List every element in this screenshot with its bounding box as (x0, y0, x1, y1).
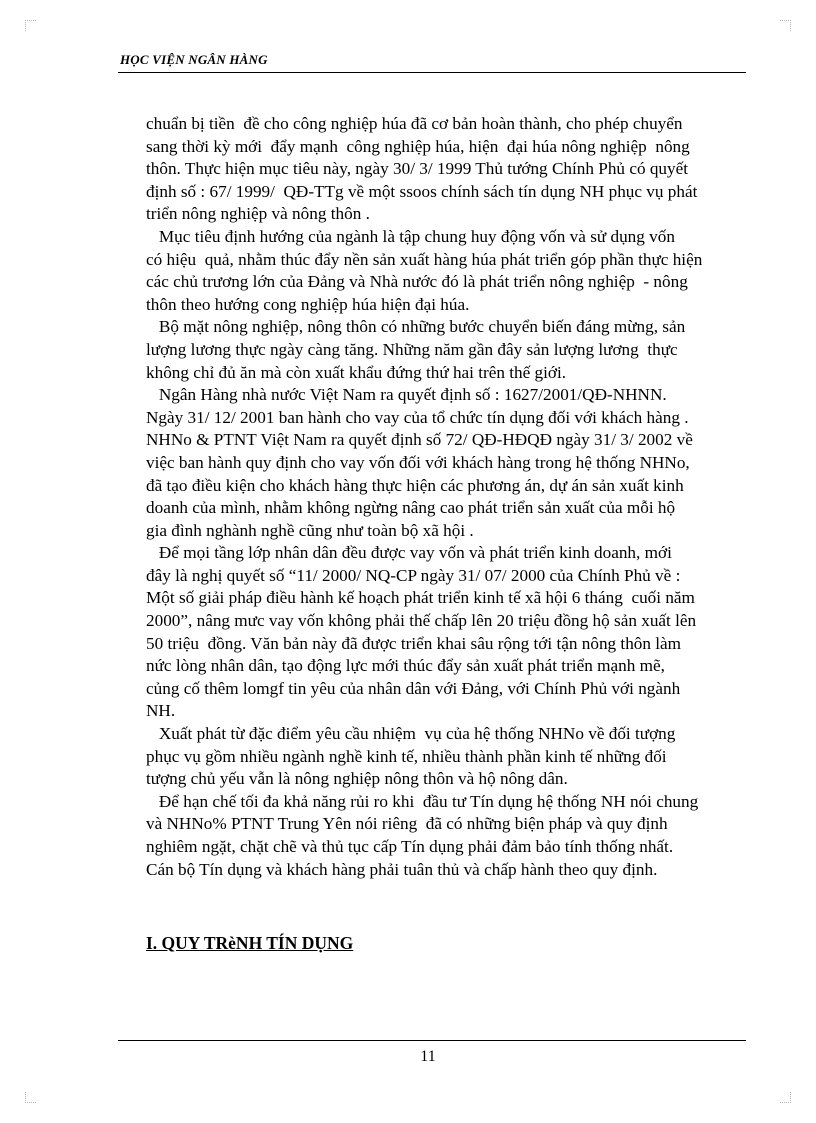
crop-mark-top-left (25, 20, 36, 31)
text-line: và NHNo% PTNT Trung Yên nói riêng đã có những biện pháp và quy định (146, 814, 668, 834)
text-line: Cán bộ Tín dụng và khách hàng phải tuân thủ và chấp hành theo quy định. (146, 859, 658, 879)
text-line: gia đình nghành nghề cũng như toàn bộ xã hội . (146, 520, 474, 540)
text-line: triển nông nghiệp và nông thôn . (146, 204, 370, 224)
text-line: phục vụ gồm nhiều ngành nghề kinh tế, nhiều thành phần kinh tế những đối (146, 746, 667, 766)
text-line: sang thời kỳ mới đẩy mạnh công nghiệp húa, hiện đại húa nông nghiệp nông (146, 136, 690, 156)
text-line: 50 triệu đồng. Văn bản này đã được triển khai sâu rộng tới tận nông thôn làm (146, 633, 682, 653)
text-line: Để mọi tầng lớp nhân dân đều được vay vốn và phát triển kinh doanh, mới (146, 543, 672, 563)
text-line: việc ban hành quy định cho vay vốn đối với khách hàng trong hệ thống NHNo, (146, 452, 690, 472)
footer-rule (118, 1040, 746, 1041)
text-line: NH. (146, 701, 176, 721)
text-line: Một số giải pháp điều hành kế hoạch phát triển kinh tế xã hội 6 tháng cuối năm (146, 588, 695, 608)
text-line: Xuất phát từ đặc điểm yêu cầu nhiệm vụ của hệ thống NHNo về đối tượng (146, 724, 676, 744)
text-line: Để hạn chế tối đa khả năng rủi ro khi đầu tư Tín dụng hệ thống NH nói chung (146, 791, 699, 811)
text-line: doanh của mình, nhằm không ngừng nâng cao phát triển sản xuất của mỗi hộ (146, 498, 676, 518)
text-line: NHNo & PTNT Việt Nam ra quyết định số 72/ QĐ-HĐQĐ ngày 31/ 3/ 2002 về (146, 430, 693, 450)
header-title: HỌC VIỆN NGÂN HÀNG (120, 52, 268, 67)
text-line: chuẩn bị tiền đề cho công nghiệp húa đã cơ bản hoàn thành, cho phép chuyển (146, 114, 683, 133)
text-line: nức lòng nhân dân, tạo động lực mới thúc đẩy sản xuất phát triển mạnh mẽ, (146, 656, 665, 676)
paragraph (146, 113, 736, 226)
text-line: tượng chủ yếu vẫn là nông nghiệp nông thôn và hộ nông dân. (146, 769, 568, 789)
document-body (146, 113, 736, 881)
text-line: 2000”, nâng mưc vay vốn không phải thế chấp lên 20 triệu đồng hộ sản xuất lên (146, 611, 697, 631)
paragraph (146, 316, 736, 384)
text-line: Mục tiêu định hướng của ngành là tập chung huy động vốn và sử dụng vốn (146, 226, 675, 246)
text-line: thôn theo hướng cong nghiệp húa hiện đại húa. (146, 294, 470, 314)
text-line: có hiệu quả, nhằm thúc đẩy nền sản xuất hàng húa phát triển góp phần thực hiện (146, 249, 703, 269)
crop-mark-bottom-right (780, 1092, 791, 1103)
paragraph (146, 723, 736, 791)
paragraph (146, 384, 736, 542)
text-line: lượng lương thực ngày càng tăng. Những năm gần đây sản lượng lương thực (146, 339, 678, 359)
text-line: đây là nghị quyết số “11/ 2000/ NQ-CP ngày 31/ 07/ 2000 của Chính Phủ về : (146, 565, 681, 585)
text-line: thôn. Thực hiện mục tiêu này, ngày 30/ 3/ 1999 Thủ tướng Chính Phủ có quyết (146, 159, 689, 179)
crop-mark-bottom-left (25, 1092, 36, 1103)
paragraph (146, 542, 736, 723)
text-line: định số : 67/ 1999/ QĐ-TTg về một ssoos chính sách tín dụng NH phục vụ phát (146, 181, 698, 201)
text-line: Ngân Hàng nhà nước Việt Nam ra quyết định số : 1627/2001/QĐ-NHNN. (146, 385, 667, 405)
paragraph (146, 791, 736, 881)
text-line: đã tạo điều kiện cho khách hàng thực hiện các phương án, dự án sản xuất kinh (146, 475, 684, 495)
text-line: nghiêm ngặt, chặt chẽ và thủ tục cấp Tín dụng phải đảm bảo tính thống nhất. (146, 837, 674, 856)
page-number: 11 (420, 1048, 436, 1065)
paragraph (146, 226, 736, 316)
text-line: không chỉ đủ ăn mà còn xuất khẩu đứng thứ hai trên thế giới. (146, 362, 567, 382)
page-header (118, 48, 746, 73)
text-line: củng cố thêm lomgf tin yêu của nhân dân với Đảng, với Chính Phủ với ngành (146, 678, 681, 698)
text-line: Ngày 31/ 12/ 2001 ban hành cho vay của tổ chức tín dụng đối với khách hàng . (146, 407, 689, 427)
text-line: Bộ mặt nông nghiệp, nông thôn có những bước chuyển biến đáng mừng, sản (146, 317, 686, 337)
text-line: các chủ trương lớn của Đảng và Nhà nước đó là phát triển nông nghiệp - nông (146, 272, 688, 292)
section-heading: I. QUY TRèNH TÍN DỤNG (146, 933, 354, 953)
crop-mark-top-right (780, 20, 791, 31)
